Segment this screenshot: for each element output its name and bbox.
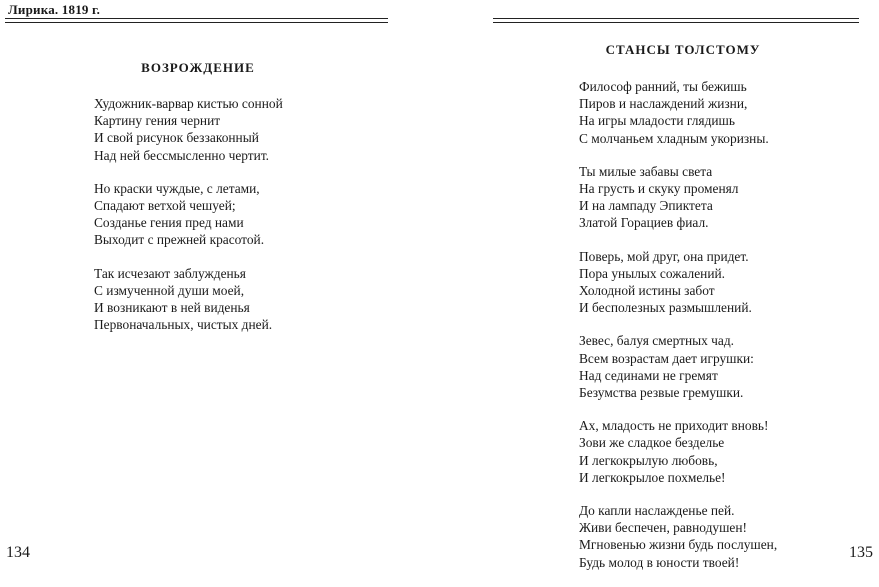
verse-line: И легкокрылую любовь, bbox=[579, 452, 718, 468]
stanza bbox=[94, 95, 283, 164]
verse-line: С измученной души моей, bbox=[94, 282, 245, 298]
verse-line: Пиров и наслаждений жизни, bbox=[579, 96, 748, 112]
header-rule-thick bbox=[5, 18, 388, 19]
verse-line: Всем возрастам дает игрушки: bbox=[579, 350, 754, 366]
stanza bbox=[579, 502, 777, 571]
verse-line: Так исчезают заблужденья bbox=[94, 265, 246, 281]
header-rule-thick bbox=[493, 18, 859, 19]
verse-line: Безумства резвые гремушки. bbox=[579, 385, 744, 401]
verse-line: И легкокрылое похмелье! bbox=[579, 469, 726, 485]
header-rule-thin bbox=[5, 22, 388, 23]
verse-line: На грусть и скуку променял bbox=[579, 181, 739, 197]
verse-line: Первоначальных, чистых дней. bbox=[94, 317, 273, 333]
poem-title-stansy-tolstomu: СТАНСЫ ТОЛСТОМУ bbox=[605, 42, 761, 57]
verse-line: Златой Горациев фиал. bbox=[579, 215, 709, 231]
verse-line: Ах, младость не приходит вновь! bbox=[579, 418, 769, 434]
verse-line: Холодной истины забот bbox=[579, 283, 715, 299]
verse-line: Над сединами не гремят bbox=[579, 367, 718, 383]
verse-line: Над ней бессмысленно чертит. bbox=[94, 147, 270, 163]
verse-line: До капли наслажденье пей. bbox=[579, 503, 735, 519]
page-number-right: 135 bbox=[849, 544, 873, 561]
header-rule-thin bbox=[493, 22, 859, 23]
poem-stansy-tolstomu bbox=[579, 78, 777, 587]
verse-line: Спадают ветхой чешуей; bbox=[94, 198, 236, 214]
poem-title-vozrozhdenie: ВОЗРОЖДЕНИЕ bbox=[141, 60, 255, 75]
verse-line: Мгновенью жизни будь послушен, bbox=[579, 537, 778, 553]
verse-line: Созданье гения пред нами bbox=[94, 215, 244, 231]
running-head: Лирика. 1819 г. bbox=[8, 2, 101, 17]
verse-line: Живи беспечен, равнодушен! bbox=[579, 520, 747, 536]
verse-line: На игры младости глядишь bbox=[579, 113, 735, 129]
stanza bbox=[94, 265, 283, 334]
verse-line: Философ ранний, ты бежишь bbox=[579, 79, 747, 94]
verse-line: Будь молод в юности твоей! bbox=[579, 554, 740, 570]
left-page bbox=[0, 0, 400, 565]
stanza bbox=[579, 248, 777, 317]
verse-line: Картину гения чернит bbox=[94, 113, 221, 129]
stanza bbox=[94, 180, 283, 249]
stanza bbox=[579, 332, 777, 401]
right-page bbox=[480, 0, 879, 570]
stanza bbox=[579, 78, 777, 147]
verse-line: Выходит с прежней красотой. bbox=[94, 232, 265, 248]
verse-line: Ты милые забавы света bbox=[579, 163, 713, 179]
verse-line: И свой рисунок беззаконный bbox=[94, 130, 259, 146]
verse-line: Пора унылых сожалений. bbox=[579, 265, 726, 281]
verse-line: Зевес, балуя смертных чад. bbox=[579, 333, 735, 349]
page-number-left: 134 bbox=[6, 544, 30, 561]
verse-line: И бесполезных размышлений. bbox=[579, 300, 752, 316]
verse-line: И возникают в ней виденья bbox=[94, 300, 250, 316]
verse-line: Поверь, мой друг, она придет. bbox=[579, 248, 749, 264]
verse-line: С молчаньем хладным укоризны. bbox=[579, 130, 769, 146]
poem-vozrozhdenie bbox=[94, 95, 283, 349]
stanza bbox=[579, 417, 777, 486]
verse-line: Но краски чуждые, с летами, bbox=[94, 180, 260, 196]
verse-line: Зови же сладкое безделье bbox=[579, 435, 725, 451]
verse-line: И на лампаду Эпиктета bbox=[579, 198, 713, 214]
stanza bbox=[579, 163, 777, 232]
verse-line: Художник-варвар кистью сонной bbox=[94, 96, 283, 111]
